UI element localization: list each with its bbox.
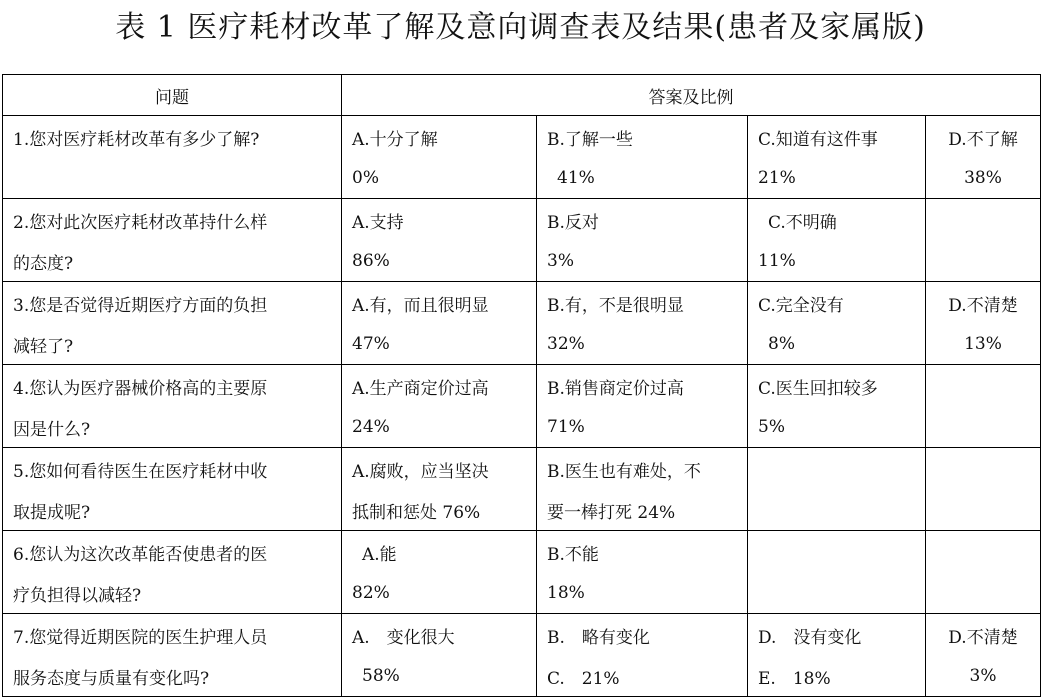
table-row [3, 199, 1041, 242]
answer-option: B.不能 [537, 531, 748, 574]
answer-option: A.支持 [342, 199, 537, 242]
answer-percent: C. 21% [537, 656, 748, 697]
answer-percent: 0% [342, 158, 537, 199]
table-row [3, 448, 1041, 491]
document-title: 表 1 医疗耗材改革了解及意向调查表及结果(患者及家属版) [115, 10, 926, 45]
answer-option: B.了解一些 [537, 116, 748, 159]
answer-percent: 86% [342, 241, 537, 282]
answer-percent: 5% [748, 407, 926, 448]
question-text [3, 158, 342, 199]
header-answers: 答案及比例 [342, 75, 1041, 116]
answer-option [926, 531, 1041, 574]
answer-option: D.不清楚 [926, 614, 1041, 657]
answer-option: A. 变化很大 [342, 614, 537, 657]
answer-percent [748, 573, 926, 614]
answer-option: D.不了解 [926, 116, 1041, 159]
answer-option: B.医生也有难处，不 [537, 448, 748, 491]
answer-option [748, 531, 926, 574]
table-row [3, 282, 1041, 325]
table-row [3, 158, 1041, 199]
answer-percent [926, 241, 1041, 282]
answer-percent: E. 18% [748, 656, 926, 697]
answer-percent: 58% [342, 656, 537, 697]
answer-option [748, 448, 926, 491]
table-row [3, 490, 1041, 531]
answer-option [926, 365, 1041, 408]
survey-table [2, 74, 1041, 697]
question-text: 因是什么? [3, 407, 342, 448]
answer-option: C.不明确 [748, 199, 926, 242]
answer-percent: 47% [342, 324, 537, 365]
table-row [3, 116, 1041, 159]
question-text: 3.您是否觉得近期医疗方面的负担 [3, 282, 342, 325]
header-question: 问题 [3, 75, 342, 116]
question-text: 7.您觉得近期医院的医生护理人员 [3, 614, 342, 657]
answer-option: B.有，不是很明显 [537, 282, 748, 325]
answer-option [926, 448, 1041, 491]
answer-option: C.医生回扣较多 [748, 365, 926, 408]
question-text: 1.您对医疗耗材改革有多少了解? [3, 116, 342, 159]
answer-option: A.有，而且很明显 [342, 282, 537, 325]
answer-percent: 抵制和惩处 76% [342, 490, 537, 531]
question-text: 疗负担得以减轻? [3, 573, 342, 614]
answer-percent [926, 573, 1041, 614]
answer-percent: 3% [926, 656, 1041, 697]
table-row [3, 241, 1041, 282]
answer-percent: 13% [926, 324, 1041, 365]
answer-percent [926, 407, 1041, 448]
answer-percent: 21% [748, 158, 926, 199]
answer-option [926, 199, 1041, 242]
table-row [3, 324, 1041, 365]
question-text: 服务态度与质量有变化吗? [3, 656, 342, 697]
answer-percent: 11% [748, 241, 926, 282]
answer-option: A.能 [342, 531, 537, 574]
answer-percent: 71% [537, 407, 748, 448]
answer-option: B.反对 [537, 199, 748, 242]
question-text: 6.您认为这次改革能否使患者的医 [3, 531, 342, 574]
table-row [3, 656, 1041, 697]
answer-option: C.完全没有 [748, 282, 926, 325]
answer-percent: 24% [342, 407, 537, 448]
answer-option: A.十分了解 [342, 116, 537, 159]
answer-percent: 3% [537, 241, 748, 282]
answer-percent: 32% [537, 324, 748, 365]
table-row [3, 614, 1041, 657]
answer-percent: 38% [926, 158, 1041, 199]
answer-percent: 18% [537, 573, 748, 614]
table-header-row [3, 75, 1041, 116]
answer-option: B.销售商定价过高 [537, 365, 748, 408]
question-text: 5.您如何看待医生在医疗耗材中收 [3, 448, 342, 491]
question-text: 4.您认为医疗器械价格高的主要原 [3, 365, 342, 408]
answer-percent: 41% [537, 158, 748, 199]
table-row [3, 573, 1041, 614]
answer-option: C.知道有这件事 [748, 116, 926, 159]
question-text: 取提成呢? [3, 490, 342, 531]
question-text: 2.您对此次医疗耗材改革持什么样 [3, 199, 342, 242]
answer-percent: 82% [342, 573, 537, 614]
answer-percent: 要一棒打死 24% [537, 490, 748, 531]
answer-percent: 8% [748, 324, 926, 365]
table-row [3, 407, 1041, 448]
answer-option: A.生产商定价过高 [342, 365, 537, 408]
answer-percent [926, 490, 1041, 531]
answer-option: D. 没有变化 [748, 614, 926, 657]
answer-percent [748, 490, 926, 531]
answer-option: B. 略有变化 [537, 614, 748, 657]
answer-option: A.腐败，应当坚决 [342, 448, 537, 491]
question-text: 的态度? [3, 241, 342, 282]
answer-option: D.不清楚 [926, 282, 1041, 325]
table-row [3, 365, 1041, 408]
table-row [3, 531, 1041, 574]
question-text: 减轻了? [3, 324, 342, 365]
